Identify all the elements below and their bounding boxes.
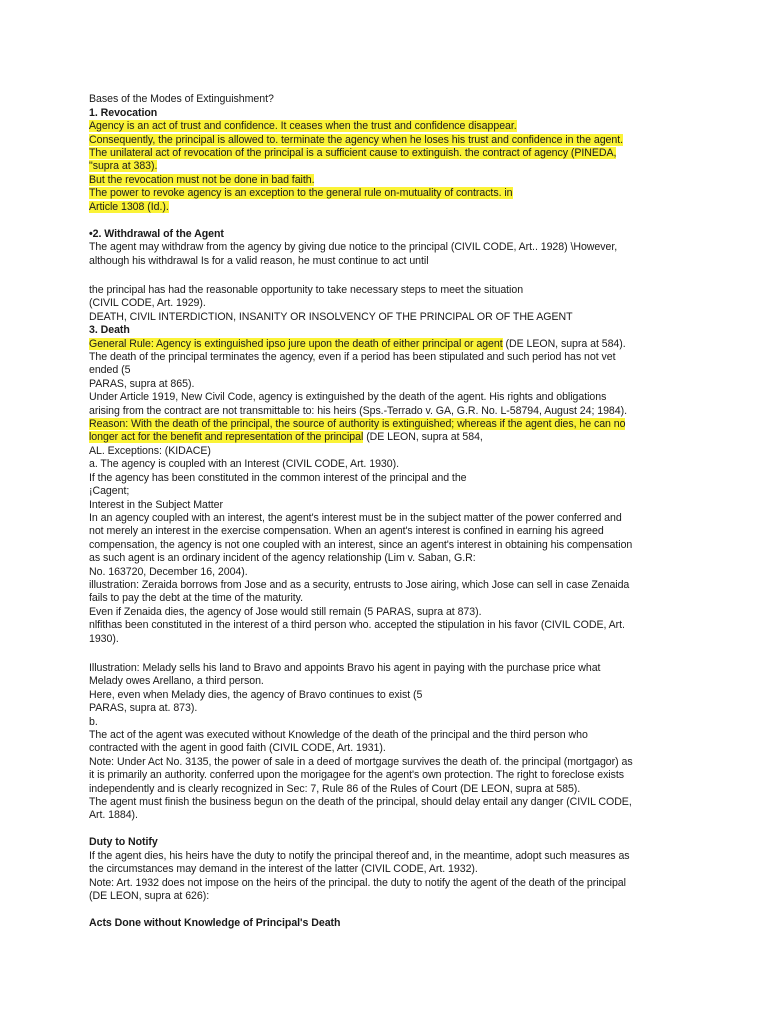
document-title: Bases of the Modes of Extinguishment?	[89, 93, 274, 105]
death-line: independently and is clearly recognized in Sec: 7, Rule 86 of the Rules of Court (DE LEON, supra at 585).	[89, 783, 581, 795]
duty-line: the circumstances may demand in the interest of the latter (CIVIL CODE, Art. 1932).	[89, 863, 478, 875]
death-line: Illustration: Melady sells his land to Bravo and appoints Bravo his agent in paying with the purchase price what	[89, 662, 601, 674]
highlighted-text: longer act for the benefit and representation of the principal	[89, 431, 364, 443]
withdrawal-line: the principal has had the reasonable opportunity to take necessary steps to meet the situation	[89, 284, 524, 296]
death-line: No. 163720, December 16, 2004).	[89, 566, 248, 578]
death-line: 1930).	[89, 633, 119, 645]
section-heading-acts-done: Acts Done without Knowledge of Principal's Death	[89, 917, 341, 929]
highlighted-text: But the revocation must not be done in bad faith.	[89, 174, 315, 186]
death-line: contracted with the agent in good faith (CIVIL CODE, Art. 1931).	[89, 742, 386, 754]
duty-line: If the agent dies, his heirs have the duty to notify the principal thereof and, in the meantime, adopt such measures as	[89, 850, 630, 862]
death-line: Under Article 1919, New Civil Code, agency is extinguished by the death of the agent. His rights and obligations	[89, 391, 607, 403]
death-line: compensation, the agency is not one coupled with an interest, since an agent's interest in obtaining his compensation	[89, 539, 633, 551]
withdrawal-line: DEATH, CIVIL INTERDICTION, INSANITY OR INSOLVENCY OF THE PRINCIPAL OR OF THE AGENT	[89, 311, 573, 323]
death-line: If the agency has been constituted in the common interest of the principal and the	[89, 472, 467, 484]
death-line: Melady owes Arellano, a third person.	[89, 675, 264, 687]
citation-text: (DE LEON, supra at 584,	[363, 431, 483, 443]
citation-text: (DE LEON, supra at 584).	[502, 338, 626, 350]
death-line: PARAS, supra at 865).	[89, 378, 195, 390]
revocation-line	[89, 120, 517, 134]
section-heading-death: 3. Death	[89, 324, 130, 336]
revocation-line	[89, 187, 513, 201]
highlighted-text: Article 1308 (Id.).	[89, 201, 169, 213]
death-line: Even if Zenaida dies, the agency of Jose would still remain (5 PARAS, supra at 873).	[89, 606, 482, 618]
death-line: ¡Cagent;	[89, 485, 130, 497]
death-line: Art. 1884).	[89, 809, 138, 821]
highlighted-text: "supra at 383).	[89, 160, 158, 172]
revocation-line	[89, 201, 169, 215]
death-line: it is primarily an authority. conferred upon the morigagee for the agent's own protection. The right to foreclose exists	[89, 769, 625, 781]
general-rule-line	[89, 338, 626, 352]
highlighted-text: Consequently, the principal is allowed to. terminate the agency when he loses his trust and confidence in the agent.	[89, 134, 624, 146]
death-line: The agent must finish the business begun on the death of the principal, should delay entail any danger (CIVIL CODE,	[89, 796, 632, 808]
death-line: Interest in the Subject Matter	[89, 499, 223, 511]
section-heading-duty-to-notify: Duty to Notify	[89, 836, 158, 848]
section-heading-revocation: 1. Revocation	[89, 107, 158, 119]
revocation-line	[89, 134, 623, 148]
death-line: AL. Exceptions: (KIDACE)	[89, 445, 211, 457]
death-line: arising from the contract are not transmittable to: his heirs (Sps.-Terrado v. GA, G.R. No. L-58794, August 24; 1984).	[89, 405, 627, 417]
death-line: ended (5	[89, 364, 131, 376]
death-line: nlfithas been constituted in the interest of a third person who. accepted the stipulation in his favor (CIVIL CODE, Art.	[89, 619, 625, 631]
revocation-line	[89, 160, 157, 174]
death-line: illustration: Zeraida borrows from Jose and as a security, entrusts to Jose airing, which Jose can sell in case Zenaida	[89, 579, 630, 591]
highlighted-text: General Rule: Agency is extinguished ipso jure upon the death of either principal or agent	[89, 338, 503, 350]
highlighted-text: The unilateral act of revocation of the principal is a sufficient cause to extinguish. the contract of agency (PINEDA,	[89, 147, 617, 159]
death-line: not merely an interest in the exercise compensation. When an agent's interest is confined in earning his agreed	[89, 525, 604, 537]
death-line: b.	[89, 716, 98, 728]
reason-line	[89, 431, 483, 445]
highlighted-text: The power to revoke agency is an exception to the general rule on-mutuality of contracts. in	[89, 187, 513, 199]
death-line: Here, even when Melady dies, the agency of Bravo continues to exist (5	[89, 689, 423, 701]
death-line: fails to pay the debt at the time of the maturity.	[89, 592, 303, 604]
section-heading-withdrawal: •2. Withdrawal of the Agent	[89, 228, 224, 240]
highlighted-text: Agency is an act of trust and confidence. It ceases when the trust and confidence disappear.	[89, 120, 517, 132]
withdrawal-line: The agent may withdraw from the agency by giving due notice to the principal (CIVIL CODE, Art.. 1928) \However,	[89, 241, 618, 253]
withdrawal-line: (CIVIL CODE, Art. 1929).	[89, 297, 206, 309]
duty-line: (DE LEON, supra at 626):	[89, 890, 210, 902]
death-line: as such agent is an ordinary incident of the agency relationship (Lim v. Saban, G.R:	[89, 552, 476, 564]
withdrawal-line: although his withdrawal Is for a valid reason, he must continue to act until	[89, 255, 429, 267]
death-line: The act of the agent was executed without Knowledge of the death of the principal and the third person who	[89, 729, 588, 741]
duty-line: Note: Art. 1932 does not impose on the heirs of the principal. the duty to notify the agent of the death of the principal	[89, 877, 626, 889]
death-line: The death of the principal terminates the agency, even if a period has been stipulated and such period has not vet	[89, 351, 616, 363]
death-line: In an agency coupled with an interest, the agent's interest must be in the subject matter of the power conferred and	[89, 512, 622, 524]
death-line: PARAS, supra at. 873).	[89, 702, 198, 714]
revocation-line	[89, 147, 616, 161]
death-line: a. The agency is coupled with an Interest (CIVIL CODE, Art. 1930).	[89, 458, 399, 470]
reason-line	[89, 418, 625, 432]
death-line: Note: Under Act No. 3135, the power of sale in a deed of mortgage survives the death of. the principal (mortgagor) as	[89, 756, 633, 768]
revocation-line	[89, 174, 314, 188]
highlighted-text: Reason: With the death of the principal, the source of authority is extinguished; whereas if the agent dies, he can no	[89, 418, 626, 430]
